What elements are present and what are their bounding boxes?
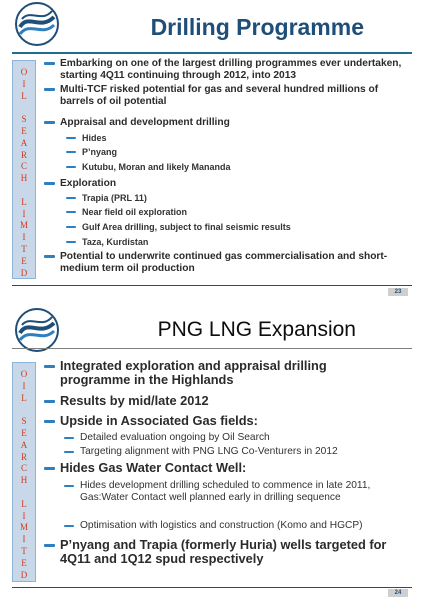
bullet-text: Appraisal and development drilling [60,117,230,128]
sub-bullet-item [66,147,396,158]
bullet-text: Hides development drilling scheduled to commence in late 2011, Gas:Water Contact well planned early in drilling sequence [80,480,371,503]
bullet-dash-icon [66,151,76,153]
bullet-text: Hides Gas Water Contact Well: [60,460,247,475]
sidebar-letter: A [20,439,28,450]
title-divider [12,52,412,54]
bullet-dash-icon [66,166,76,168]
page-number: 23 [388,288,408,296]
bullet-text: Targeting alignment with PNG LNG Co-Venturers in 2012 [80,446,338,457]
bullet-dash-icon [44,255,55,258]
title-divider [12,348,412,349]
oil-search-logo-icon [14,307,60,353]
bullet-dash-icon [66,241,76,243]
page-number: 24 [388,589,408,597]
slide-png-lng-expansion [0,300,424,600]
bullet-text: P’nyang [82,147,118,157]
sidebar-letter: I [22,232,26,243]
bullet-dash-icon [66,226,76,228]
bullet-text: Near field oil exploration [82,207,188,217]
bullet-item [44,117,404,129]
bullet-item [44,394,404,408]
bullet-dash-icon [44,467,55,470]
bullet-text: Exploration [60,178,117,189]
sidebar-letter: C [20,161,27,172]
sidebar-letter: D [20,267,28,278]
sidebar-letter: I [22,78,26,89]
bullet-item [44,251,404,275]
bullet-item [44,58,404,82]
footer-divider [12,587,412,588]
sidebar-letter: M [19,220,28,231]
bullet-dash-icon [64,485,74,487]
bullet-text: P’nyang and Trapia (formerly Huria) wells targeted for 4Q11 and 1Q12 spud respectively [60,537,387,566]
bullet-dash-icon [44,62,55,65]
bullet-dash-icon [44,182,55,185]
bullet-dash-icon [66,211,76,213]
sidebar-letter: O [20,67,28,77]
sidebar-letter: I [22,380,26,391]
sidebar-letter: E [21,126,27,136]
bullet-dash-icon [64,437,74,439]
bullet-item [44,178,404,190]
bullet-dash-icon [44,88,55,91]
sub-bullet-item [64,446,404,458]
bullet-item [44,414,404,428]
bullet-text: Multi-TCF risked potential for gas and several hundred millions of barrels of oil potential [60,84,379,107]
sidebar-letter: S [21,416,27,427]
sidebar-letter: E [21,428,27,438]
bullet-item [44,84,404,108]
bullet-text: Upside in Associated Gas fields: [60,413,258,428]
bullet-text: Embarking on one of the largest drilling programmes ever undertaken, starting 4Q11 continuing through 2012, into 2013 [60,58,402,81]
sidebar-letter: D [20,569,28,580]
company-name-sidebar [12,60,36,279]
bullet-text: Detailed evaluation ongoing by Oil Search [80,432,270,443]
bullet-dash-icon [44,400,55,403]
slide-title: PNG LNG Expansion [157,318,356,341]
bullet-text: Hides [82,133,107,143]
sidebar-letter: I [22,510,26,521]
sub-bullet-item [64,520,404,532]
sidebar-letter: E [21,557,27,568]
bullet-item [44,461,404,475]
sidebar-letter: L [21,392,27,403]
sidebar-letter: I [22,208,26,219]
sidebar-letter: H [20,173,28,184]
sub-bullet-item [66,133,396,144]
sidebar-letter: O [20,369,28,379]
sidebar-letter: R [20,451,27,462]
bullet-text: Potential to underwrite continued gas commercialisation and short-medium term oil production [60,251,388,274]
slide-title: Drilling Programme [150,14,364,40]
sub-bullet-item [66,237,396,248]
bullet-text: Results by mid/late 2012 [60,393,209,408]
sub-bullet-item [66,222,396,233]
bullet-dash-icon [44,420,55,423]
bullet-dash-icon [64,451,74,453]
bullet-text: Optimisation with logistics and construction (Komo and HGCP) [80,520,363,531]
sidebar-letter: A [20,137,28,148]
bullet-item [44,538,404,566]
bullet-text: Trapia (PRL 11) [82,193,147,203]
bullet-item [44,359,384,387]
sub-bullet-item [64,432,404,444]
bullet-dash-icon [44,121,55,124]
sidebar-letter: I [22,534,26,545]
sidebar-letter: L [21,196,27,207]
sidebar-letter: H [20,475,28,486]
bullet-text: Kutubu, Moran and likely Mananda [82,162,231,172]
bullet-text: Integrated exploration and appraisal drilling programme in the Highlands [60,358,327,387]
sidebar-letter: S [21,114,27,125]
bullet-dash-icon [66,197,76,199]
sidebar-letter: L [21,498,27,509]
bullet-text: Gulf Area drilling, subject to final seismic results [82,222,291,232]
sidebar-letter: E [21,255,27,266]
sidebar-letter: R [20,149,27,160]
sub-bullet-item [66,193,396,204]
sub-bullet-item [64,480,394,503]
sub-bullet-item [66,207,396,218]
sub-bullet-item [66,162,396,173]
bullet-dash-icon [44,365,55,368]
bullet-text: Taza, Kurdistan [82,237,149,247]
sidebar-letter: T [21,244,27,254]
footer-divider [12,285,412,286]
sidebar-letter: L [21,90,27,101]
bullet-dash-icon [64,525,74,527]
bullet-dash-icon [44,544,55,547]
sidebar-letter: C [20,463,27,474]
oil-search-logo-icon [14,1,60,47]
sidebar-letter: T [21,546,27,556]
sidebar-letter: M [19,522,28,533]
company-name-sidebar [12,362,36,582]
bullet-dash-icon [66,137,76,139]
